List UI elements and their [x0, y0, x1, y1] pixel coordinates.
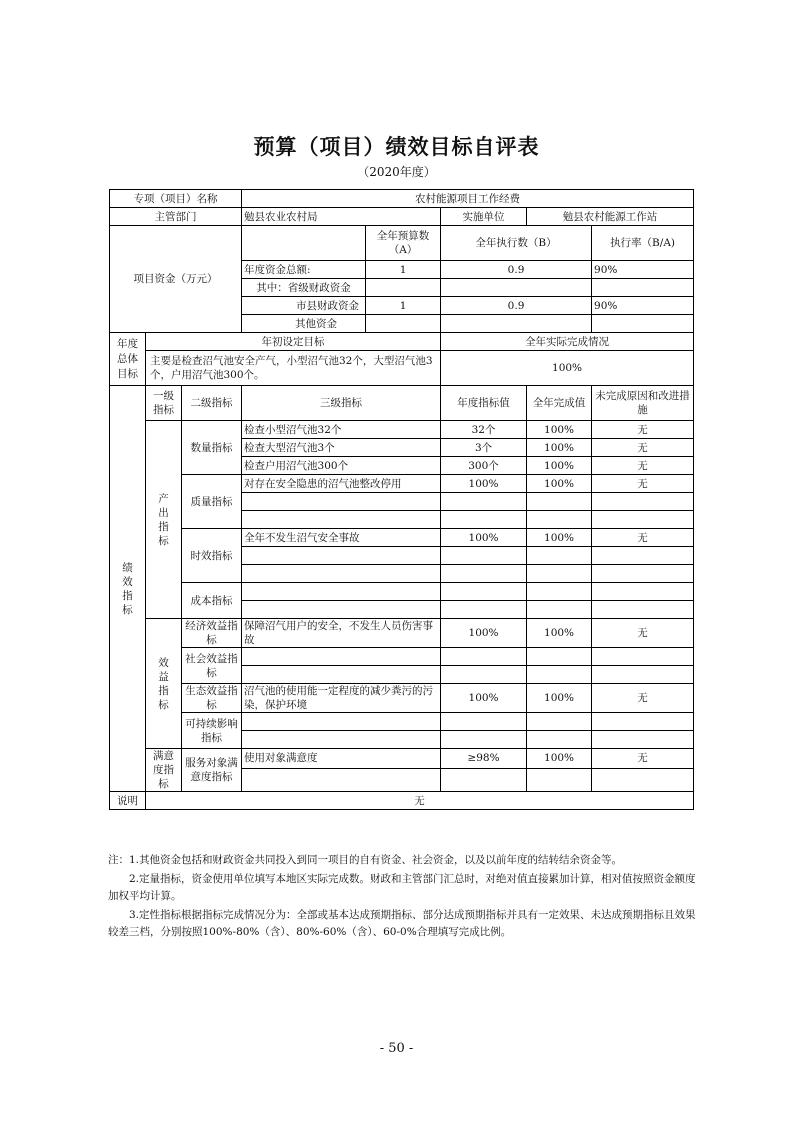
dept-value: 勉县农业农村局: [242, 208, 441, 226]
table-row: [110, 226, 694, 261]
h-target: 年度指标值: [441, 386, 527, 421]
project-name-label: 专项（项目）名称: [110, 190, 242, 208]
fund-row-rate: 90%: [592, 297, 694, 315]
output-label: 产 出 指 标: [146, 421, 182, 619]
indicator-target: 100%: [441, 684, 527, 713]
table-row: [110, 333, 694, 351]
page-subtitle: （2020年度）: [357, 165, 436, 179]
footnotes: [108, 852, 696, 943]
indicator-reason: 无: [592, 475, 694, 493]
quality-label: 质量指标: [182, 475, 242, 529]
table-row: [110, 351, 694, 386]
impl-label: 实施单位: [441, 208, 527, 226]
h-reason: 未完成原因和改进措施: [592, 386, 694, 421]
fund-row-exec: 0.9: [441, 261, 592, 279]
table-row: [110, 792, 694, 810]
fund-row-rate: [592, 279, 694, 297]
remark-label: 说明: [110, 792, 146, 810]
fund-row-budget: 1: [366, 261, 441, 279]
page-number: - 50 -: [379, 1041, 414, 1056]
fund-row-name: 市县财政资金: [242, 297, 366, 315]
sat-label: 服务对象满意度指标: [182, 749, 242, 792]
h-level2: 二级指标: [182, 386, 242, 421]
indicator-reason: 无: [592, 684, 694, 713]
fund-row-exec: 0.9: [441, 297, 592, 315]
goal-set-text: 主要是检查沼气池安全产气，小型沼气池32个，大型沼气池3个，户用沼气池300个。: [146, 351, 441, 386]
page-title: 预算（项目）绩效目标自评表: [253, 134, 540, 159]
goal-actual-text: 100%: [441, 351, 694, 386]
indicator-reason: 无: [592, 421, 694, 439]
indicator-done: 100%: [527, 619, 592, 648]
indicator-done: 100%: [527, 421, 592, 439]
goal-actual-header: 全年实际完成情况: [441, 333, 694, 351]
table-row: [110, 475, 694, 493]
note-1: 注：1.其他资金包括和财政资金共同投入到同一项目的自有资金、社会资金，以及以前年度的结转结余资金等。: [108, 854, 623, 866]
col-budget: 全年预算数（A）: [366, 226, 441, 261]
fund-row-rate: [592, 315, 694, 333]
col-exec: 全年执行数（B）: [441, 226, 592, 261]
sustain-label: 可持续影响指标: [182, 713, 242, 749]
indicator-name: 保障沼气用户的安全，不发生人员伤害事故: [242, 619, 441, 648]
project-name: 农村能源项目工作经费: [242, 190, 694, 208]
indicator-name: 全年不发生沼气安全事故: [242, 529, 441, 547]
indicator-done: 100%: [527, 684, 592, 713]
indicator-target: 32个: [441, 421, 527, 439]
social-label: 社会效益指标: [182, 648, 242, 684]
indicator-target: 100%: [441, 619, 527, 648]
indicator-name: 检查户用沼气池300个: [242, 457, 441, 475]
fund-row-exec: [441, 279, 592, 297]
fund-row-name: 其他资金: [242, 315, 366, 333]
table-row: [110, 583, 694, 601]
time-label: 时效指标: [182, 529, 242, 583]
indicator-target: ≥98%: [441, 749, 527, 769]
cost-label: 成本指标: [182, 583, 242, 619]
note-3: 3.定性指标根据指标完成情况分为：全部或基本达成预期指标、部分达成预期指标并具有一定效果、未达成预期指标且效果较差三档，分别按照100%-80%（含）、80%-60%（含）、60-0%合理填写完成比例。: [108, 909, 696, 938]
fund-row-name: 其中：省级财政资金: [242, 279, 366, 297]
table-row: [110, 190, 694, 208]
indicator-name: 对存在安全隐患的沼气池整改停用: [242, 475, 441, 493]
goal-set-header: 年初设定目标: [146, 333, 441, 351]
note-2: 2.定量指标，资金使用单位填写本地区实际完成数。财政和主管部门汇总时，对绝对值直接累加计算，相对值按照资金额度加权平均计算。: [108, 873, 696, 902]
fund-row-exec: [441, 315, 592, 333]
remark-value: 无: [146, 792, 694, 810]
col-rate: 执行率（B/A): [592, 226, 694, 261]
indicator-done: 100%: [527, 439, 592, 457]
eco-label: 生态效益指标: [182, 684, 242, 713]
h-level1: 一级指标: [146, 386, 182, 421]
indicator-reason: 无: [592, 457, 694, 475]
indicator-name: 检查小型沼气池32个: [242, 421, 441, 439]
indicator-reason: 无: [592, 439, 694, 457]
quantity-label: 数量指标: [182, 421, 242, 475]
goal-label: 年度 总体 目标: [110, 333, 146, 386]
table-row: [110, 208, 694, 226]
indicator-name: 使用对象满意度: [242, 749, 441, 769]
satisfaction-label: 满意度指标: [146, 749, 182, 792]
table-row: [110, 648, 694, 666]
perf-label: 绩 效 指 标: [110, 386, 146, 792]
table-row: [110, 529, 694, 547]
evaluation-table: [109, 189, 694, 810]
indicator-reason: 无: [592, 619, 694, 648]
fund-row-budget: [366, 315, 441, 333]
fund-row-name: 年度资金总额:: [242, 261, 366, 279]
fund-row-budget: [366, 279, 441, 297]
economic-label: 经济效益指标: [182, 619, 242, 648]
funds-label: 项目资金（万元）: [110, 226, 242, 333]
fund-row-budget: 1: [366, 297, 441, 315]
indicator-done: 100%: [527, 457, 592, 475]
fund-row-rate: 90%: [592, 261, 694, 279]
indicator-reason: 无: [592, 749, 694, 769]
table-row: [110, 386, 694, 421]
impl-value: 勉县农村能源工作站: [527, 208, 694, 226]
table-row: [110, 713, 694, 731]
table-row: [110, 421, 694, 439]
indicator-name: 沼气池的使用能一定程度的减少粪污的污染，保护环境: [242, 684, 441, 713]
indicator-done: 100%: [527, 529, 592, 547]
table-row: [110, 749, 694, 769]
h-done: 全年完成值: [527, 386, 592, 421]
indicator-target: 300个: [441, 457, 527, 475]
indicator-done: 100%: [527, 475, 592, 493]
indicator-reason: 无: [592, 529, 694, 547]
h-level3: 三级指标: [242, 386, 441, 421]
indicator-done: 100%: [527, 749, 592, 769]
dept-label: 主管部门: [110, 208, 242, 226]
funds-blank-cell: [242, 226, 366, 261]
benefit-label: 效 益 指 标: [146, 619, 182, 749]
indicator-target: 3个: [441, 439, 527, 457]
indicator-target: 100%: [441, 475, 527, 493]
indicator-name: 检查大型沼气池3个: [242, 439, 441, 457]
indicator-target: 100%: [441, 529, 527, 547]
